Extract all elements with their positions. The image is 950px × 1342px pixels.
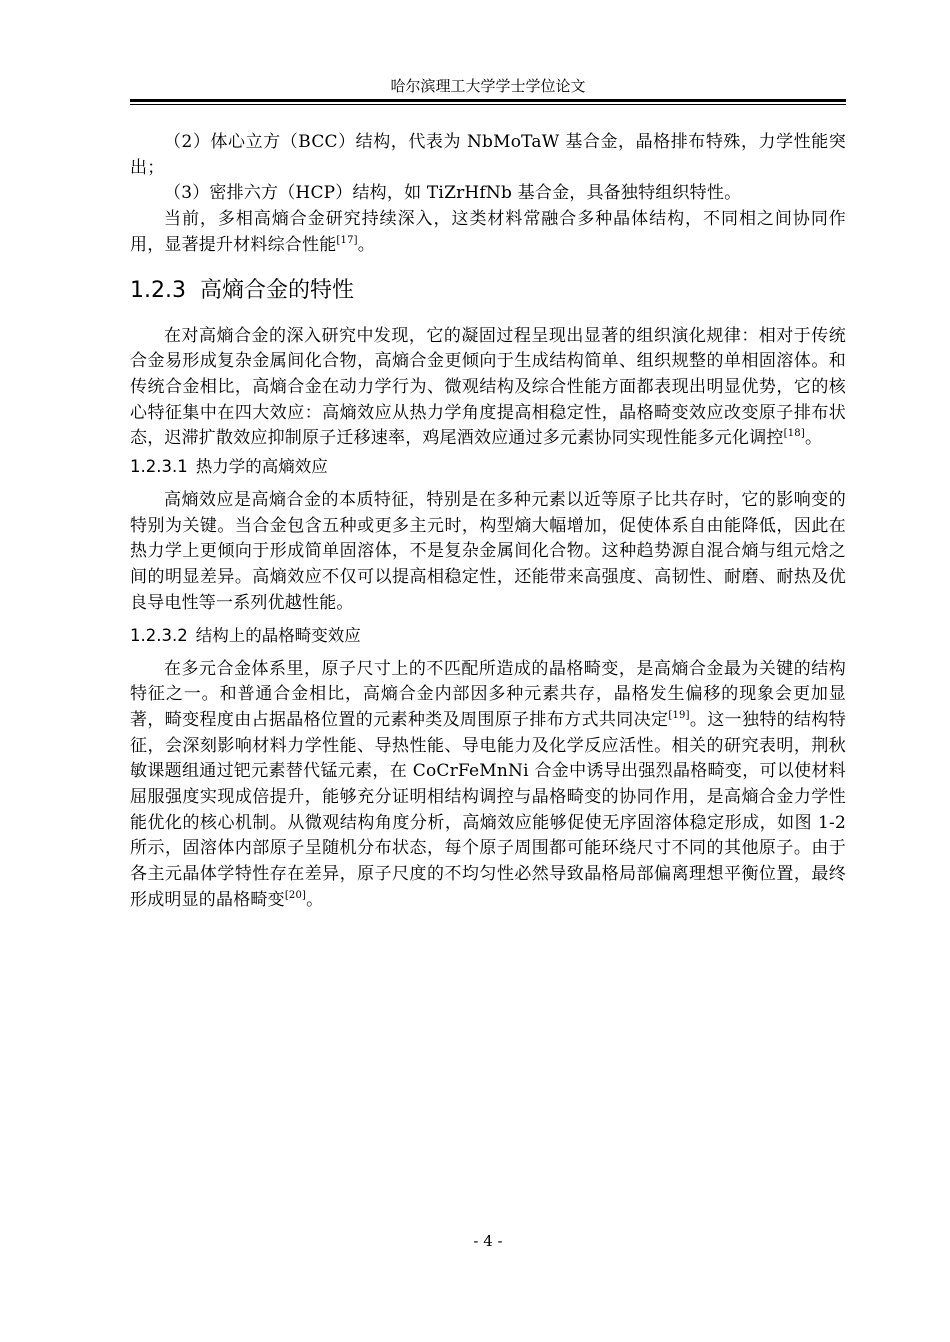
subsection-heading-1-2-3-2 <box>130 621 846 651</box>
page-number: - 4 - <box>473 1232 503 1250</box>
paragraph-text-continued: 。这一独特的结构特征，会深刻影响材料力学性能、导热性能、导电能力及化学反应活性。相关的研究表明，荆秋敏课题组通过钯元素替代锰元素，在 CoCrFeMnNi 合金中诱导出强烈晶格畸变，可以使材料屈服强度实现成倍提升，能够充分证明相结构调控与晶格畸变的协同作用，是高熵合金力学性能优化的核心机制。从微观结构角度分析，高熵效应能够促使无序固溶体稳定形成，如图 1-2 所示，固溶体内部原子呈随机分布状态，每个原子周围都可能环绕尺寸不同的其他原子。由于各主元晶体学特性存在差异，原子尺度的不均匀性必然导致晶格局部偏离理想平衡位置，最终形成明显的晶格畸变 <box>130 709 846 910</box>
paragraph-characteristics <box>130 324 846 453</box>
paragraph-multiphase <box>130 207 846 258</box>
section-title: 高熵合金的特性 <box>199 277 354 303</box>
list-item-hcp: （3）密排六方（HCP）结构，如 TiZrHfNb 基合金，具备独特组织特性。 <box>164 183 742 204</box>
running-header: 哈尔滨理工大学学士学位论文 <box>390 77 586 95</box>
section-number: 1.2.3 <box>130 277 186 303</box>
paragraph-end: 。 <box>804 428 823 449</box>
citation-20: [20] <box>284 889 307 901</box>
paragraph-end: 。 <box>357 234 375 255</box>
citation-17: [17] <box>336 234 358 246</box>
citation-19: [19] <box>668 709 690 721</box>
list-item-bcc: （2）体心立方（BCC）结构，代表为 NbMoTaW 基合金，晶格排布特殊，力学性能突出； <box>130 132 846 178</box>
paragraph-lattice-distortion <box>130 657 846 914</box>
subsection-number: 1.2.3.2 <box>130 625 188 645</box>
paragraph-high-entropy-effect: 高熵效应是高熵合金的本质特征，特别是在多种元素以近等原子比共存时，它的影响变的特别为关键。当合金包含五种或更多主元时，构型熵大幅增加，促使体系自由能降低，因此在热力学上更倾向于形成简单固溶体，不是复杂金属间化合物。这种趋势源自混合熵与组元焓之间的明显差异。高熵效应不仅可以提高相稳定性，还能带来高强度、高韧性、耐磨、耐热及优良导电性等一系列优越性能。 <box>130 490 846 613</box>
citation-18: [18] <box>783 428 805 440</box>
section-heading-1-2-3 <box>130 267 846 315</box>
header-rule-thin <box>130 104 846 105</box>
paragraph-text: 在对高熵合金的深入研究中发现，它的凝固过程呈现出显著的组织演化规律：相对于传统合金易形成复杂金属间化合物，高熵合金更倾向于生成结构简单、组织规整的单相固溶体。和传统合金相比，高熵合金在动力学行为、微观结构及综合性能方面都表现出明显优势，它的核心特征集中在四大效应：高熵效应从热力学角度提高相稳定性，晶格畸变效应改变原子排布状态，迟滞扩散效应抑制原子迁移速率，鸡尾酒效应通过多元素协同实现性能多元化调控 <box>130 325 846 449</box>
subsection-title: 结构上的晶格畸变效应 <box>195 625 361 645</box>
subsection-title: 热力学的高熵效应 <box>195 457 328 477</box>
subsection-number: 1.2.3.1 <box>130 457 188 477</box>
subsection-heading-1-2-3-1 <box>130 452 846 482</box>
paragraph-text: 在多元合金体系里，原子尺寸上的不匹配所造成的晶格畸变，是高熵合金最为关键的结构特征之一。和普通合金相比，高熵合金内部因多种元素共存，晶格发生偏移的现象会更加显著，畸变程度由占据晶格位置的元素种类及周围原子排布方式共同决定 <box>130 658 846 730</box>
header-rule-thick <box>130 99 846 102</box>
page-body <box>130 130 846 914</box>
paragraph-text: 当前，多相高熵合金研究持续深入，这类材料常融合多种晶体结构，不同相之间协同作用，显著提升材料综合性能 <box>130 209 846 255</box>
paragraph-end: 。 <box>306 889 324 910</box>
